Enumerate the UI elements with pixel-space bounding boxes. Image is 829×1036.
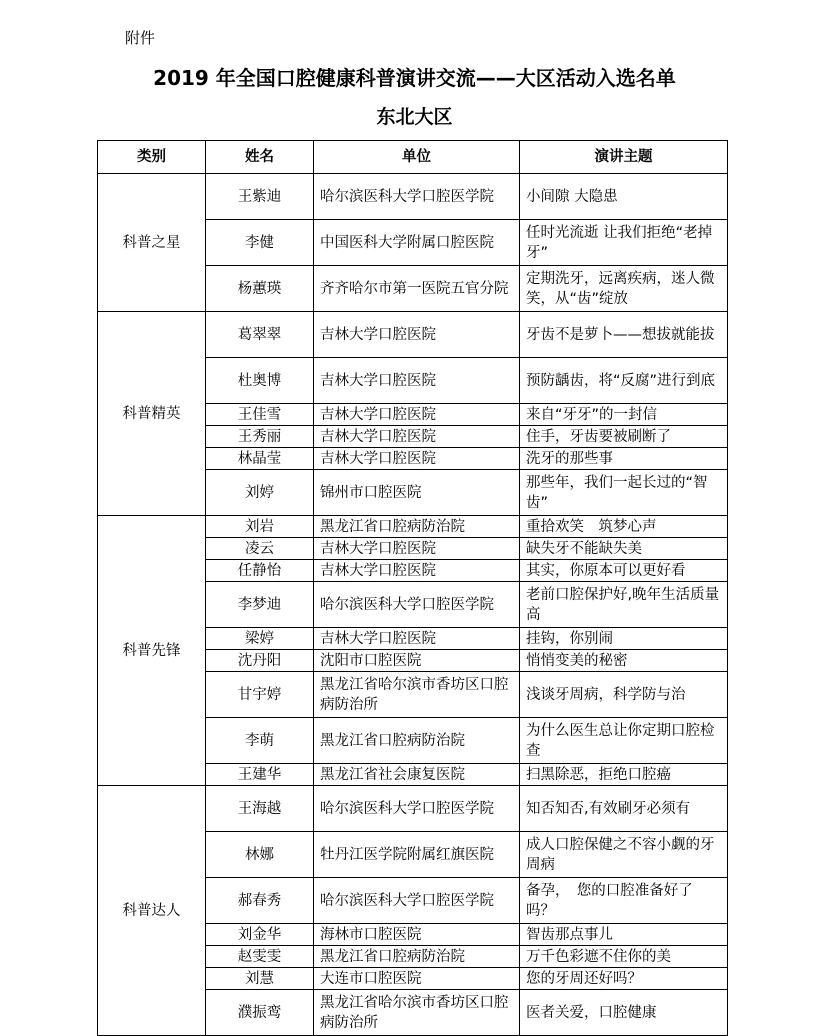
category-cell: 科普达人 xyxy=(98,786,206,1036)
unit-cell: 锦州市口腔医院 xyxy=(314,470,520,516)
topic-cell: 医者关爱，口腔健康 xyxy=(520,990,728,1036)
name-cell: 王建华 xyxy=(206,764,314,786)
unit-cell: 吉林大学口腔医院 xyxy=(314,538,520,560)
header-name: 姓名 xyxy=(206,141,314,174)
document-title: 2019 年全国口腔健康科普演讲交流——大区活动入选名单 xyxy=(153,66,676,90)
topic-cell: 为什么医生总让你定期口腔检查 xyxy=(520,718,728,764)
topic-cell: 定期洗牙，远离疾病，迷人微笑，从“齿”绽放 xyxy=(520,266,728,312)
topic-cell: 浅谈牙周病，科学防与治 xyxy=(520,672,728,718)
unit-cell: 黑龙江省口腔病防治院 xyxy=(314,718,520,764)
topic-cell: 缺失牙不能缺失美 xyxy=(520,538,728,560)
unit-cell: 黑龙江省口腔病防治院 xyxy=(314,516,520,538)
name-cell: 李梦迪 xyxy=(206,582,314,628)
unit-cell: 黑龙江省社会康复医院 xyxy=(314,764,520,786)
name-cell: 林晶莹 xyxy=(206,448,314,470)
topic-cell: 任时光流逝 让我们拒绝“老掉牙” xyxy=(520,220,728,266)
header-topic: 演讲主题 xyxy=(520,141,728,174)
name-cell: 甘宇婷 xyxy=(206,672,314,718)
name-cell: 任静怡 xyxy=(206,560,314,582)
region-title: 东北大区 xyxy=(376,106,453,128)
selection-table xyxy=(97,140,728,1036)
name-cell: 刘金华 xyxy=(206,924,314,946)
topic-cell: 备孕， 您的口腔准备好了吗？ xyxy=(520,878,728,924)
name-cell: 王海越 xyxy=(206,786,314,832)
topic-cell: 悄悄变美的秘密 xyxy=(520,650,728,672)
topic-cell: 小间隙 大隐患 xyxy=(520,174,728,220)
name-cell: 凌云 xyxy=(206,538,314,560)
name-cell: 郝春秀 xyxy=(206,878,314,924)
topic-cell: 万千色彩遮不住你的美 xyxy=(520,946,728,968)
name-cell: 葛翠翠 xyxy=(206,312,314,358)
name-cell: 濮振鸾 xyxy=(206,990,314,1036)
topic-cell: 智齿那点事儿 xyxy=(520,924,728,946)
topic-cell: 那些年，我们一起长过的“智齿” xyxy=(520,470,728,516)
name-cell: 李萌 xyxy=(206,718,314,764)
topic-cell: 洗牙的那些事 xyxy=(520,448,728,470)
table-header-row xyxy=(98,141,728,174)
name-cell: 杨蕙瑛 xyxy=(206,266,314,312)
name-cell: 赵雯雯 xyxy=(206,946,314,968)
name-cell: 杜奥博 xyxy=(206,358,314,404)
name-cell: 王紫迪 xyxy=(206,174,314,220)
topic-cell: 来自“牙牙”的一封信 xyxy=(520,404,728,426)
table-row xyxy=(98,516,728,538)
header-unit: 单位 xyxy=(314,141,520,174)
unit-cell: 黑龙江省口腔病防治院 xyxy=(314,946,520,968)
unit-cell: 吉林大学口腔医院 xyxy=(314,312,520,358)
topic-cell: 老前口腔保护好,晚年生活质量高 xyxy=(520,582,728,628)
unit-cell: 黑龙江省哈尔滨市香坊区口腔病防治所 xyxy=(314,672,520,718)
topic-cell: 其实，你原本可以更好看 xyxy=(520,560,728,582)
topic-cell: 您的牙周还好吗？ xyxy=(520,968,728,990)
topic-cell: 成人口腔保健之不容小觑的牙周病 xyxy=(520,832,728,878)
unit-cell: 哈尔滨医科大学口腔医学院 xyxy=(314,878,520,924)
unit-cell: 海林市口腔医院 xyxy=(314,924,520,946)
unit-cell: 吉林大学口腔医院 xyxy=(314,426,520,448)
name-cell: 梁婷 xyxy=(206,628,314,650)
topic-cell: 知否知否,有效刷牙必须有 xyxy=(520,786,728,832)
category-cell: 科普精英 xyxy=(98,312,206,516)
unit-cell: 牡丹江医学院附属红旗医院 xyxy=(314,832,520,878)
topic-cell: 重拾欢笑 筑梦心声 xyxy=(520,516,728,538)
table-row xyxy=(98,786,728,832)
unit-cell: 吉林大学口腔医院 xyxy=(314,404,520,426)
unit-cell: 哈尔滨医科大学口腔医学院 xyxy=(314,174,520,220)
topic-cell: 扫黑除恶，拒绝口腔癌 xyxy=(520,764,728,786)
topic-cell: 住手，牙齿要被刷断了 xyxy=(520,426,728,448)
name-cell: 沈丹阳 xyxy=(206,650,314,672)
name-cell: 李健 xyxy=(206,220,314,266)
category-cell: 科普之星 xyxy=(98,174,206,312)
name-cell: 王秀丽 xyxy=(206,426,314,448)
topic-cell: 预防龋齿，将“反腐”进行到底 xyxy=(520,358,728,404)
unit-cell: 中国医科大学附属口腔医院 xyxy=(314,220,520,266)
unit-cell: 吉林大学口腔医院 xyxy=(314,560,520,582)
topic-cell: 牙齿不是萝卜——想拔就能拔 xyxy=(520,312,728,358)
name-cell: 刘慧 xyxy=(206,968,314,990)
table-row xyxy=(98,312,728,358)
table-body xyxy=(98,174,728,1036)
table-row xyxy=(98,174,728,220)
unit-cell: 齐齐哈尔市第一医院五官分院 xyxy=(314,266,520,312)
name-cell: 林娜 xyxy=(206,832,314,878)
unit-cell: 吉林大学口腔医院 xyxy=(314,628,520,650)
name-cell: 王佳雪 xyxy=(206,404,314,426)
unit-cell: 吉林大学口腔医院 xyxy=(314,358,520,404)
unit-cell: 哈尔滨医科大学口腔医学院 xyxy=(314,582,520,628)
name-cell: 刘岩 xyxy=(206,516,314,538)
unit-cell: 哈尔滨医科大学口腔医学院 xyxy=(314,786,520,832)
name-cell: 刘婷 xyxy=(206,470,314,516)
header-category: 类别 xyxy=(98,141,206,174)
unit-cell: 黑龙江省哈尔滨市香坊区口腔病防治所 xyxy=(314,990,520,1036)
unit-cell: 大连市口腔医院 xyxy=(314,968,520,990)
unit-cell: 沈阳市口腔医院 xyxy=(314,650,520,672)
unit-cell: 吉林大学口腔医院 xyxy=(314,448,520,470)
attachment-label: 附件 xyxy=(125,29,156,47)
topic-cell: 挂钩，你别闹 xyxy=(520,628,728,650)
category-cell: 科普先锋 xyxy=(98,516,206,786)
